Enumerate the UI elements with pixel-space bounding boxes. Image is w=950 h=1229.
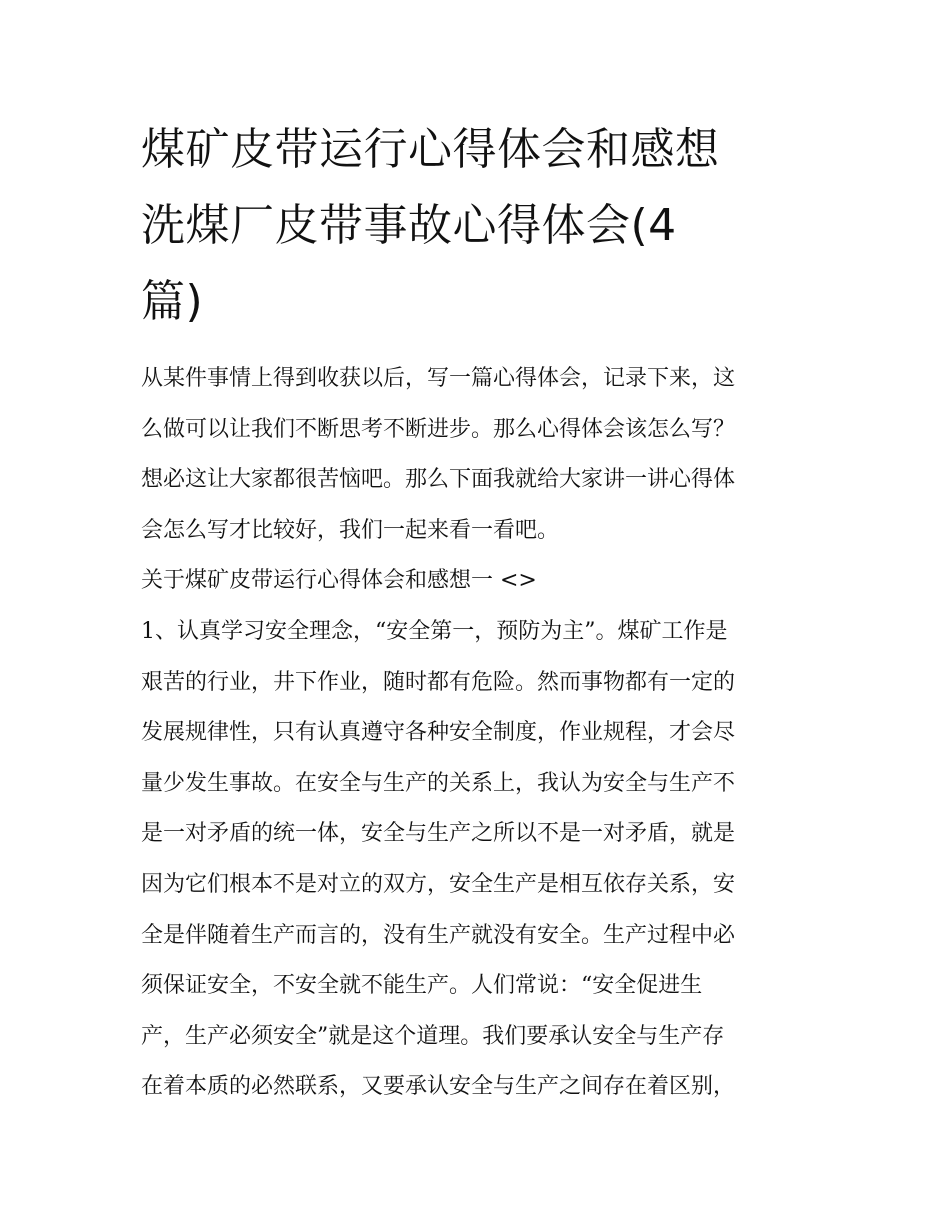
- title-line: 煤矿皮带运行心得体会和感想: [141, 124, 720, 175]
- document-body: [141, 354, 816, 1113]
- section-paragraph: [141, 607, 816, 1113]
- title-line: 洗煤厂皮带事故心得体会(4: [141, 200, 677, 251]
- section-heading: [141, 556, 816, 607]
- text-line: 会怎么写才比较好，我们一起来看一看吧。: [141, 517, 560, 543]
- text-line: 么做可以让我们不断思考不断进步。那么心得体会该怎么写？: [141, 416, 736, 442]
- text-line: 发展规律性，只有认真遵守各种安全制度，作业规程，才会尽: [141, 720, 736, 746]
- text-line: 1、认真学习安全理念，“安全第一，预防为主”。煤矿工作是: [141, 618, 728, 644]
- text-line: 是一对矛盾的统一体，安全与生产之所以不是一对矛盾，就是: [141, 821, 736, 847]
- text-line: 须保证安全，不安全就不能生产。人们常说：“安全促进生: [141, 973, 703, 999]
- text-line: 产，生产必须安全”就是这个道理。我们要承认安全与生产存: [141, 1023, 725, 1049]
- title-line: 篇): [141, 276, 204, 327]
- document-content: [141, 112, 816, 1113]
- text-line: 从某件事情上得到收获以后，写一篇心得体会，记录下来，这: [141, 366, 736, 391]
- section-heading-text: 关于煤矿皮带运行心得体会和感想一 <>: [141, 568, 537, 594]
- text-line: 想必这让大家都很苦恼吧。那么下面我就给大家讲一讲心得体: [141, 467, 736, 493]
- text-line: 量少发生事故。在安全与生产的关系上，我认为安全与生产不: [141, 770, 736, 796]
- intro-paragraph: [141, 354, 816, 556]
- text-line: 在着本质的必然联系，又要承认安全与生产之间存在着区别，: [141, 1074, 736, 1100]
- document-title: [141, 112, 816, 340]
- text-line: 全是伴随着生产而言的，没有生产就没有安全。生产过程中必: [141, 922, 736, 948]
- text-line: 因为它们根本不是对立的双方，安全生产是相互依存关系，安: [141, 871, 736, 897]
- text-line: 艰苦的行业，井下作业，随时都有危险。然而事物都有一定的: [141, 669, 736, 695]
